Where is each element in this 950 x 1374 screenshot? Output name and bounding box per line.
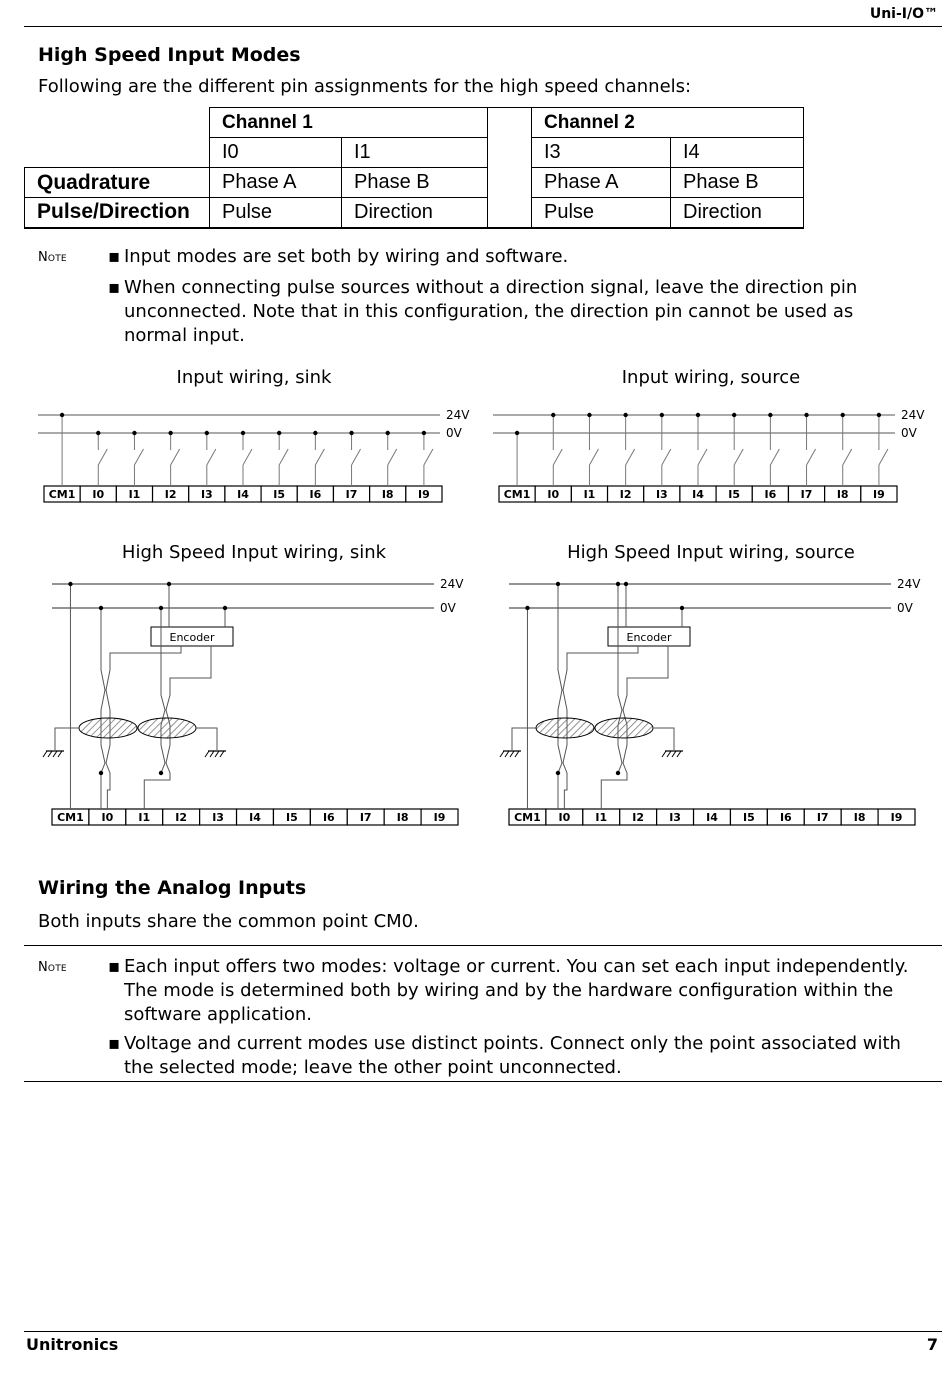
section-intro-analog: Both inputs share the common point CM0. — [38, 911, 419, 932]
terminal-label: I8 — [836, 488, 849, 501]
switch-contact — [243, 449, 252, 465]
terminal-label: I1 — [138, 811, 151, 824]
terminal-label: I3 — [212, 811, 224, 824]
terminal-label: I1 — [128, 488, 141, 501]
junction-dot — [60, 413, 64, 417]
document-header-title: Uni-I/O™ — [869, 6, 938, 22]
note-label: Note — [38, 250, 67, 265]
ground-symbol — [205, 751, 209, 757]
junction-dot — [99, 606, 103, 610]
terminal-label: I3 — [669, 811, 681, 824]
switch-contact — [770, 449, 779, 465]
terminal-label: I0 — [558, 811, 571, 824]
cable-shield — [138, 718, 196, 738]
bullet-icon: ▪ — [108, 246, 121, 267]
terminal-label: I1 — [583, 488, 596, 501]
note-text: Each input offers two modes: voltage or current. You can set each input independently. The mode is determined both by wiring and by the hardware configuration within the software application. — [124, 956, 909, 1025]
terminal-label: I3 — [200, 488, 213, 501]
note-text: Input modes are set both by wiring and software. — [124, 246, 569, 267]
ground-symbol — [672, 751, 676, 757]
table-row — [25, 198, 804, 228]
encoder-label: Encoder — [169, 631, 215, 644]
junction-dot — [877, 413, 881, 417]
junction-dot — [167, 582, 171, 586]
junction-dot — [551, 413, 555, 417]
twisted-pair-wire — [558, 584, 562, 809]
cable-shield — [79, 718, 137, 738]
junction-dot — [696, 413, 700, 417]
switch-contact — [807, 449, 816, 465]
terminal-label: CM1 — [48, 488, 76, 501]
table-header-channel-2: Channel 2 — [532, 108, 804, 138]
table-gap-cell — [488, 138, 532, 168]
junction-dot — [660, 413, 664, 417]
rail-0v-label: 0V — [901, 426, 917, 440]
switch-contact — [352, 449, 361, 465]
table-row — [25, 108, 804, 138]
encoder-label: Encoder — [626, 631, 672, 644]
rail-24v-label: 24V — [446, 408, 470, 422]
junction-dot — [841, 413, 845, 417]
table-cell: Phase B — [671, 168, 804, 198]
junction-dot — [349, 431, 353, 435]
cable-shield — [595, 718, 653, 738]
switch-contact — [843, 449, 852, 465]
ground-symbol — [58, 751, 62, 757]
switch-contact — [589, 449, 598, 465]
terminal-label: I4 — [249, 811, 261, 824]
rail-24v-label: 24V — [440, 577, 464, 591]
note-text: When connecting pulse sources without a direction signal, leave the direction pin unconnected. Note that in this configuration, the direction pin cannot be used as normal input. — [124, 277, 858, 346]
terminal-label: CM1 — [514, 811, 541, 824]
junction-dot — [99, 771, 103, 775]
terminal-label: CM1 — [57, 811, 84, 824]
diagram-caption-hs-sink: High Speed Input wiring, sink — [121, 542, 387, 563]
cable-shield — [536, 718, 594, 738]
diagram-hs-input-sink — [43, 577, 464, 825]
table-cell: Direction — [342, 198, 488, 228]
junction-dot — [205, 431, 209, 435]
terminal-label: I5 — [728, 488, 741, 501]
switch-contact — [698, 449, 707, 465]
junction-dot — [525, 606, 529, 610]
junction-dot — [556, 582, 560, 586]
footer-brand: Unitronics — [26, 1335, 119, 1354]
terminal-label: I6 — [322, 811, 335, 824]
terminal-label: I0 — [101, 811, 114, 824]
rail-0v-label: 0V — [446, 426, 462, 440]
diagram-input-source — [493, 408, 925, 502]
switch-contact — [626, 449, 635, 465]
junction-dot — [68, 582, 72, 586]
junction-dot — [168, 431, 172, 435]
note-top-rule — [24, 945, 942, 946]
ground-symbol — [53, 751, 57, 757]
junction-dot — [159, 771, 163, 775]
ground-symbol — [215, 751, 219, 757]
diagram-input-sink — [38, 408, 470, 502]
note-bullet — [108, 276, 914, 348]
section-heading-analog: Wiring the Analog Inputs — [38, 877, 307, 899]
switch-contact — [315, 449, 324, 465]
junction-dot — [804, 413, 808, 417]
terminal-label: I9 — [873, 488, 885, 501]
terminal-label: I9 — [433, 811, 446, 824]
terminal-label: I5 — [286, 811, 298, 824]
ground-symbol — [667, 751, 671, 757]
junction-dot — [556, 771, 560, 775]
rail-0v-label: 0V — [897, 601, 913, 615]
rail-24v-label: 24V — [901, 408, 925, 422]
junction-dot — [313, 431, 317, 435]
diagram-caption-input-source: Input wiring, source — [621, 367, 801, 388]
header-rule — [24, 26, 942, 27]
terminal-label: I2 — [175, 811, 188, 824]
junction-dot — [223, 606, 227, 610]
switch-contact — [424, 449, 433, 465]
pin-assignment-table — [24, 107, 804, 229]
junction-dot — [623, 413, 627, 417]
junction-dot — [768, 413, 772, 417]
switch-contact — [734, 449, 743, 465]
ground-symbol — [220, 751, 224, 757]
table-cell: Direction — [671, 198, 804, 228]
terminal-label: I2 — [632, 811, 645, 824]
terminal-label: I8 — [381, 488, 394, 501]
table-cell: Phase A — [532, 168, 671, 198]
bullet-icon: ▪ — [108, 956, 121, 977]
table-gap-cell — [488, 198, 532, 228]
terminal-label: I7 — [345, 488, 358, 501]
switch-contact — [207, 449, 216, 465]
junction-dot — [680, 606, 684, 610]
note-bottom-rule — [24, 1081, 942, 1082]
terminal-label: I3 — [655, 488, 668, 501]
bullet-icon: ▪ — [108, 277, 121, 298]
shield-drain-wire — [196, 728, 217, 750]
table-row — [25, 138, 804, 168]
footer-rule — [24, 1331, 942, 1332]
shield-drain-wire — [653, 728, 674, 750]
terminal-label: I7 — [359, 811, 372, 824]
junction-dot — [132, 431, 136, 435]
ground-symbol — [48, 751, 52, 757]
table-row-label-pulse-direction: Pulse/Direction — [25, 198, 210, 228]
ground-symbol — [662, 751, 666, 757]
shield-drain-wire — [512, 728, 536, 750]
table-cell: Pulse — [210, 198, 342, 228]
note-bullet — [108, 955, 914, 1027]
diagram-caption-input-sink: Input wiring, sink — [176, 367, 332, 388]
table-pin-i0: I0 — [210, 138, 342, 168]
terminal-label: I6 — [309, 488, 322, 501]
bullet-icon: ▪ — [108, 1033, 121, 1054]
junction-dot — [616, 771, 620, 775]
section-heading-high-speed: High Speed Input Modes — [38, 44, 301, 66]
terminal-label: I6 — [779, 811, 792, 824]
twisted-pair-wire — [618, 584, 622, 773]
terminal-label: I1 — [595, 811, 608, 824]
switch-contact — [553, 449, 562, 465]
terminal-label: I5 — [743, 811, 755, 824]
terminal-label: CM1 — [503, 488, 531, 501]
wiring-diagrams — [0, 395, 950, 845]
table-empty-cell — [25, 138, 210, 168]
ground-symbol — [500, 751, 504, 757]
table-cell: Phase A — [210, 168, 342, 198]
junction-dot — [587, 413, 591, 417]
junction-dot — [616, 582, 620, 586]
terminal-label: I4 — [706, 811, 718, 824]
switch-contact — [662, 449, 671, 465]
table-empty-cell — [25, 108, 210, 138]
terminal-label: I9 — [890, 811, 903, 824]
switch-contact — [171, 449, 180, 465]
table-pin-i4: I4 — [671, 138, 804, 168]
diagram-hs-input-source — [500, 577, 921, 825]
page-number: 7 — [926, 1335, 938, 1354]
ground-symbol — [515, 751, 519, 757]
section-intro-high-speed: Following are the different pin assignments for the high speed channels: — [38, 76, 692, 97]
switch-contact — [134, 449, 143, 465]
switch-contact — [98, 449, 107, 465]
table-cell: Pulse — [532, 198, 671, 228]
terminal-label: I0 — [92, 488, 105, 501]
ground-symbol — [43, 751, 47, 757]
switch-contact — [279, 449, 288, 465]
table-pin-i3: I3 — [532, 138, 671, 168]
junction-dot — [422, 431, 426, 435]
terminal-label: I4 — [237, 488, 249, 501]
terminal-label: I2 — [164, 488, 177, 501]
terminal-label: I2 — [619, 488, 632, 501]
terminal-label: I7 — [816, 811, 829, 824]
terminal-label: I7 — [800, 488, 813, 501]
note-bullet — [108, 1032, 914, 1080]
ground-symbol — [677, 751, 681, 757]
note-label: Note — [38, 960, 67, 975]
table-row — [25, 168, 804, 198]
terminal-label: I6 — [764, 488, 777, 501]
junction-dot — [277, 431, 281, 435]
rail-24v-label: 24V — [897, 577, 921, 591]
terminal-label: I4 — [692, 488, 704, 501]
ground-symbol — [210, 751, 214, 757]
terminal-label: I0 — [547, 488, 560, 501]
switch-contact — [388, 449, 397, 465]
switch-contact — [879, 449, 888, 465]
rail-0v-label: 0V — [440, 601, 456, 615]
twisted-pair-wire — [101, 608, 105, 809]
terminal-label: I5 — [273, 488, 286, 501]
junction-dot — [96, 431, 100, 435]
terminal-label: I8 — [853, 811, 866, 824]
table-pin-i1: I1 — [342, 138, 488, 168]
junction-dot — [624, 582, 628, 586]
ground-symbol — [505, 751, 509, 757]
junction-dot — [515, 431, 519, 435]
terminal-label: I8 — [396, 811, 409, 824]
note-text: Voltage and current modes use distinct points. Connect only the point associated with the selected mode; leave the other point unconnected. — [124, 1033, 901, 1078]
table-cell: Phase B — [342, 168, 488, 198]
terminal-label: I9 — [418, 488, 430, 501]
shield-drain-wire — [55, 728, 79, 750]
diagram-caption-hs-source: High Speed Input wiring, source — [567, 542, 855, 563]
junction-dot — [732, 413, 736, 417]
note-bullet — [108, 245, 924, 269]
junction-dot — [241, 431, 245, 435]
table-gap-cell — [488, 108, 532, 138]
table-header-channel-1: Channel 1 — [210, 108, 488, 138]
ground-symbol — [510, 751, 514, 757]
table-row-label-quadrature: Quadrature — [25, 168, 210, 198]
table-gap-cell — [488, 168, 532, 198]
junction-dot — [159, 606, 163, 610]
junction-dot — [386, 431, 390, 435]
